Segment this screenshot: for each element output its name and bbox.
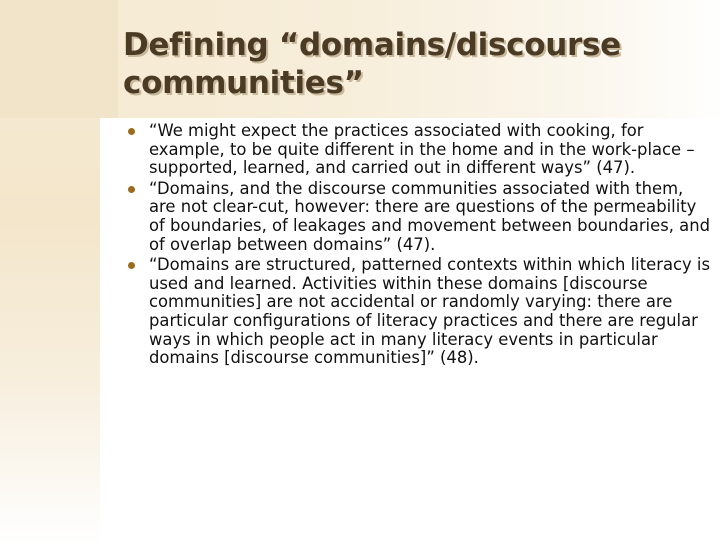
bullet-text-3: “Domains are structured, patterned contexts within which literacy is used and learned. Activities within these domains [discourse communities] are not accidental or randomly varying: there are particular configurations of literacy practices and there are regular ways in which people act in many literacy events in particular domains [discourse communities]” (48). — [149, 255, 711, 368]
bullet-dot-icon — [128, 262, 135, 269]
corner-background — [0, 0, 118, 118]
bullet-text-1: “We might expect the practices associated with cooking, for example, to be quite different in the home and in the work-place – supported, learned, and carried out in different ways” (47). — [149, 121, 695, 178]
bullet-list — [130, 122, 710, 370]
bullet-text-2: “Domains, and the discourse communities associated with them, are not clear-cut, however: there are questions of the permeability of boundaries, of leakages and movement between boundaries, and of overlap between domains” (47). — [149, 178, 710, 254]
bullet-item-3 — [130, 256, 710, 368]
bullet-dot-icon — [128, 186, 135, 193]
bullet-item-2 — [130, 180, 710, 254]
bullet-dot-icon — [128, 128, 135, 135]
bullet-item-1 — [130, 122, 710, 178]
slide-title: Defining “domains/discourse communities” — [123, 27, 621, 101]
